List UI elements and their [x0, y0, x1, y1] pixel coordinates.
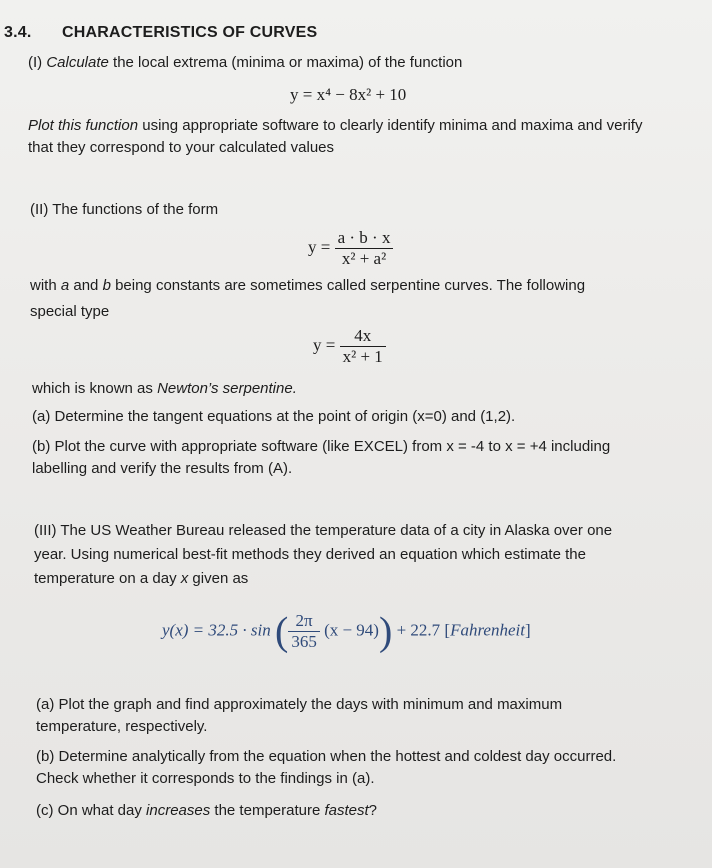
var-b: b — [102, 277, 111, 294]
part1-equation: y = x⁴ − 8x² + 10 — [290, 85, 407, 104]
part1-intro-italic: Calculate — [46, 54, 109, 71]
part3-question-a-line1: (a) Plot the graph and find approximately the days with minimum and maximum — [36, 696, 563, 713]
part2-line-b: special type — [30, 303, 110, 320]
part3-line3 — [34, 568, 248, 590]
temp-eq-lhs: y(x) = 32.5 · sin — [162, 620, 271, 640]
part2-question-b-line1: (b) Plot the curve with appropriate software (like EXCEL) from x = -4 to x = +4 including — [32, 438, 611, 455]
part1-intro-post: the local extrema (minima or maxima) of the function — [108, 54, 463, 71]
part1-intro — [28, 52, 462, 74]
part1-plot-line2: that they correspond to your calculated values — [28, 139, 335, 156]
part1-plot-text: using appropriate software to clearly identify minima and maxima and verify — [138, 117, 643, 134]
eq1-fraction — [335, 228, 394, 269]
newton-serpentine-equation — [313, 326, 386, 367]
part2-intro: (II) The functions of the form — [30, 201, 219, 218]
part3-question-a-line2: temperature, respectively. — [36, 718, 208, 735]
part3-line1: (III) The US Weather Bureau released the temperature data of a city in Alaska over one — [34, 522, 613, 539]
part3-question-b-line1: (b) Determine analytically from the equation when the hottest and coldest day occurred. — [36, 748, 617, 765]
eq1-numerator: a · b · x — [337, 228, 391, 247]
serpentine-general-equation — [308, 228, 393, 269]
temp-eq-numerator: 2π — [295, 611, 313, 630]
part2-line-a-post: being constants are sometimes called serpentine curves. The following — [110, 277, 586, 294]
part2-question-a: (a) Determine the tangent equations at the point of origin (x=0) and (1,2). — [32, 408, 516, 425]
var-a: a — [60, 277, 70, 294]
section-title: CHARACTERISTICS OF CURVES — [62, 24, 318, 41]
eq2-lhs: y = — [313, 335, 336, 355]
eq2-numerator: 4x — [354, 326, 372, 345]
part2-known-as — [32, 378, 297, 400]
temperature-equation — [162, 608, 531, 654]
part3-qc-mid: the temperature — [210, 802, 325, 819]
part2-question-b-line2: labelling and verify the results from (A). — [32, 460, 293, 477]
section-number: 3.4. — [4, 24, 32, 41]
part3-question-b-line2: Check whether it corresponds to the findings in (a). — [36, 770, 375, 787]
temp-eq-denominator: 365 — [288, 631, 320, 652]
part3-qc-post: ? — [368, 802, 378, 819]
part2-line-a-pre: with — [30, 277, 61, 294]
part1-intro-pre: (I) — [28, 54, 47, 71]
part3-qc-italic1: increases — [146, 802, 211, 819]
part2-line-a — [30, 275, 585, 297]
part2-known-pre: which is known as — [32, 380, 158, 397]
temp-eq-rhs: + 22.7 [ — [396, 620, 451, 640]
part3-line3-post: given as — [188, 570, 249, 587]
part3-line2: year. Using numerical best-fit methods they derived an equation which estimate the — [34, 546, 586, 563]
temp-eq-close: ] — [524, 620, 531, 640]
right-paren: ) — [378, 608, 393, 654]
part3-line3-pre: temperature on a day — [34, 570, 181, 587]
part2-known-italic: Newton’s serpentine. — [157, 380, 297, 397]
temp-eq-inner: (x − 94) — [324, 620, 379, 640]
temp-eq-unit: Fahrenheit — [450, 620, 525, 640]
part3-qc-pre: (c) On what day — [36, 802, 147, 819]
eq2-denominator: x² + 1 — [340, 346, 386, 367]
var-x: x — [180, 570, 189, 587]
left-paren: ( — [274, 608, 289, 654]
temp-eq-fraction — [288, 611, 320, 652]
part1-plot-line1 — [28, 115, 642, 137]
eq2-fraction — [340, 326, 386, 367]
part3-question-c — [36, 800, 377, 822]
part3-qc-italic2: fastest — [324, 802, 369, 819]
part2-line-a-mid: and — [69, 277, 103, 294]
part1-plot-italic: Plot this function — [28, 117, 139, 134]
eq1-denominator: x² + a² — [335, 248, 394, 269]
eq1-lhs: y = — [308, 237, 331, 257]
